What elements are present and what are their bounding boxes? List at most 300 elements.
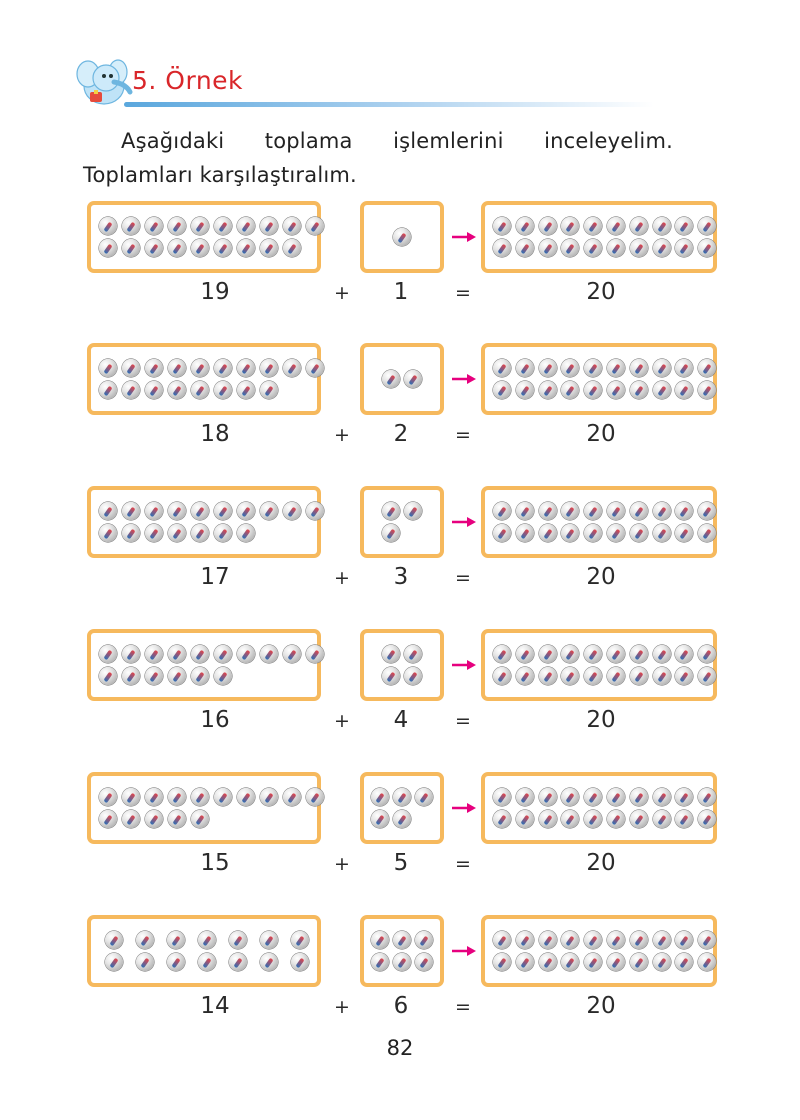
example-title: 5. Örnek (132, 66, 244, 95)
marble-icon (99, 788, 117, 806)
plus-sign: + (334, 282, 350, 304)
equals-sign: = (455, 996, 471, 1018)
marble-icon (122, 524, 140, 542)
marble-icon (630, 931, 648, 949)
marble-icon (260, 788, 278, 806)
marble-icon (191, 667, 209, 685)
marble-icon (122, 359, 140, 377)
marble-icon (122, 810, 140, 828)
marble-icon (653, 810, 671, 828)
marble-icon (675, 239, 693, 257)
marble-icon (630, 381, 648, 399)
arrow-right-icon (452, 232, 476, 242)
marble-icon (493, 502, 511, 520)
marble-icon (167, 931, 185, 949)
marble-icon (607, 810, 625, 828)
marble-icon (539, 381, 557, 399)
marble-icon (584, 953, 602, 971)
marble-icon (561, 502, 579, 520)
marble-icon (584, 217, 602, 235)
marble-icon (306, 359, 324, 377)
marble-icon (493, 217, 511, 235)
marble-icon (584, 645, 602, 663)
marble-icon (145, 667, 163, 685)
marble-icon (539, 953, 557, 971)
second-addend-box (360, 486, 444, 558)
marble-icon (382, 370, 400, 388)
marble-icon (539, 217, 557, 235)
arrow-right-icon (452, 946, 476, 956)
marble-icon (698, 239, 716, 257)
marble-icon (168, 239, 186, 257)
marble-icon (404, 645, 422, 663)
marble-icon (675, 788, 693, 806)
equals-sign: = (455, 424, 471, 446)
first-addend-number: 15 (200, 850, 230, 876)
marble-icon (584, 239, 602, 257)
marble-icon (516, 239, 534, 257)
marble-icon (493, 524, 511, 542)
marble-icon (539, 645, 557, 663)
marble-icon (214, 524, 232, 542)
marble-icon (675, 645, 693, 663)
marble-icon (653, 788, 671, 806)
sum-number: 20 (586, 850, 616, 876)
marble-icon (283, 359, 301, 377)
marble-icon (283, 645, 301, 663)
marble-icon (561, 381, 579, 399)
marble-icon (607, 381, 625, 399)
marble-icon (584, 524, 602, 542)
marble-icon (607, 953, 625, 971)
second-addend-box (360, 772, 444, 844)
marble-icon (653, 645, 671, 663)
first-addend-box (87, 201, 321, 273)
marble-icon (99, 239, 117, 257)
marble-icon (493, 931, 511, 949)
marble-icon (607, 931, 625, 949)
sum-number: 20 (586, 707, 616, 733)
first-addend-box (87, 486, 321, 558)
second-addend-box (360, 915, 444, 987)
marble-icon (675, 931, 693, 949)
marble-icon (191, 502, 209, 520)
marble-icon (306, 502, 324, 520)
marble-icon (191, 239, 209, 257)
marble-icon (493, 953, 511, 971)
marble-icon (675, 524, 693, 542)
marble-icon (539, 788, 557, 806)
marble-icon (539, 359, 557, 377)
marble-icon (237, 524, 255, 542)
marble-icon (516, 359, 534, 377)
sum-box (481, 629, 717, 701)
marble-icon (105, 953, 123, 971)
marble-icon (145, 524, 163, 542)
marble-icon (698, 667, 716, 685)
marble-icon (122, 645, 140, 663)
addition-row (0, 343, 800, 463)
marble-icon (214, 381, 232, 399)
marble-icon (237, 217, 255, 235)
marble-icon (561, 239, 579, 257)
marble-icon (214, 788, 232, 806)
sum-number: 20 (586, 279, 616, 305)
plus-sign: + (334, 710, 350, 732)
marble-icon (493, 381, 511, 399)
arrow-right-icon (452, 374, 476, 384)
marble-icon (607, 667, 625, 685)
marble-icon (561, 953, 579, 971)
marble-icon (539, 931, 557, 949)
first-addend-number: 14 (200, 993, 230, 1019)
marble-icon (584, 931, 602, 949)
marble-icon (393, 931, 411, 949)
marble-icon (168, 667, 186, 685)
marble-icon (191, 645, 209, 663)
marble-icon (630, 667, 648, 685)
marble-icon (145, 810, 163, 828)
marble-icon (191, 217, 209, 235)
marble-icon (516, 217, 534, 235)
sum-number: 20 (586, 421, 616, 447)
example-header (74, 52, 654, 116)
marble-icon (516, 953, 534, 971)
marble-icon (99, 359, 117, 377)
marble-icon (584, 502, 602, 520)
first-addend-number: 17 (200, 564, 230, 590)
marble-icon (168, 359, 186, 377)
marble-icon (584, 788, 602, 806)
arrow-right-icon (452, 803, 476, 813)
marble-icon (653, 359, 671, 377)
second-addend-box (360, 343, 444, 415)
marble-icon (653, 667, 671, 685)
marble-icon (371, 810, 389, 828)
marble-icon (191, 359, 209, 377)
first-addend-number: 16 (200, 707, 230, 733)
marble-icon (229, 953, 247, 971)
marble-icon (122, 381, 140, 399)
marble-icon (584, 810, 602, 828)
marble-icon (168, 645, 186, 663)
marble-icon (122, 502, 140, 520)
marble-icon (630, 810, 648, 828)
marble-icon (283, 502, 301, 520)
marble-icon (630, 953, 648, 971)
marble-icon (99, 381, 117, 399)
marble-icon (393, 788, 411, 806)
plus-sign: + (334, 996, 350, 1018)
marble-icon (214, 667, 232, 685)
marble-icon (191, 788, 209, 806)
marble-icon (145, 788, 163, 806)
sum-box (481, 343, 717, 415)
marble-icon (99, 217, 117, 235)
first-addend-box (87, 629, 321, 701)
title-underline (124, 102, 654, 107)
marble-icon (136, 953, 154, 971)
addition-row (0, 629, 800, 749)
equals-sign: = (455, 710, 471, 732)
marble-icon (415, 931, 433, 949)
marble-icon (371, 931, 389, 949)
marble-icon (122, 667, 140, 685)
first-addend-number: 18 (200, 421, 230, 447)
marble-icon (168, 524, 186, 542)
marble-icon (653, 931, 671, 949)
sum-number: 20 (586, 564, 616, 590)
sum-box (481, 915, 717, 987)
marble-icon (415, 788, 433, 806)
addition-row (0, 772, 800, 892)
marble-icon (260, 502, 278, 520)
marble-icon (136, 931, 154, 949)
marble-icon (516, 645, 534, 663)
marble-icon (99, 667, 117, 685)
marble-icon (516, 524, 534, 542)
marble-icon (493, 788, 511, 806)
marble-icon (561, 217, 579, 235)
marble-icon (237, 645, 255, 663)
marble-icon (198, 953, 216, 971)
marble-icon (630, 239, 648, 257)
marble-icon (260, 217, 278, 235)
marble-icon (237, 239, 255, 257)
marble-icon (653, 953, 671, 971)
marble-icon (168, 502, 186, 520)
first-addend-box (87, 915, 321, 987)
sum-box (481, 772, 717, 844)
marble-icon (653, 502, 671, 520)
marble-icon (393, 953, 411, 971)
marble-icon (404, 370, 422, 388)
marble-icon (675, 953, 693, 971)
marble-icon (237, 502, 255, 520)
marble-icon (306, 217, 324, 235)
marble-icon (607, 217, 625, 235)
marble-icon (283, 217, 301, 235)
marble-icon (167, 953, 185, 971)
marble-icon (237, 788, 255, 806)
marble-icon (630, 217, 648, 235)
marble-icon (122, 239, 140, 257)
marble-icon (260, 381, 278, 399)
addition-row (0, 915, 800, 1035)
addition-row (0, 486, 800, 606)
marble-icon (698, 645, 716, 663)
marble-icon (382, 645, 400, 663)
first-addend-box (87, 772, 321, 844)
marble-icon (214, 645, 232, 663)
marble-icon (698, 810, 716, 828)
second-addend-number: 6 (393, 993, 409, 1019)
marble-icon (698, 359, 716, 377)
marble-icon (371, 953, 389, 971)
second-addend-number: 5 (393, 850, 409, 876)
page-number: 82 (386, 1036, 414, 1060)
marble-icon (260, 953, 278, 971)
marble-icon (214, 217, 232, 235)
marble-icon (561, 524, 579, 542)
marble-icon (237, 359, 255, 377)
marble-icon (561, 931, 579, 949)
first-addend-number: 19 (200, 279, 230, 305)
second-addend-number: 2 (393, 421, 409, 447)
marble-icon (306, 788, 324, 806)
marble-icon (168, 810, 186, 828)
equals-sign: = (455, 567, 471, 589)
marble-icon (214, 239, 232, 257)
second-addend-number: 4 (393, 707, 409, 733)
marble-icon (584, 359, 602, 377)
marble-icon (493, 667, 511, 685)
marble-icon (99, 524, 117, 542)
marble-icon (306, 645, 324, 663)
marble-icon (198, 931, 216, 949)
marble-icon (516, 810, 534, 828)
second-addend-number: 3 (393, 564, 409, 590)
marble-icon (291, 953, 309, 971)
marble-icon (584, 667, 602, 685)
marble-icon (675, 381, 693, 399)
marble-icon (607, 645, 625, 663)
marble-icon (145, 645, 163, 663)
marble-icon (653, 217, 671, 235)
marble-icon (630, 524, 648, 542)
marble-icon (393, 810, 411, 828)
marble-icon (675, 502, 693, 520)
marble-icon (260, 931, 278, 949)
marble-icon (698, 788, 716, 806)
marble-icon (516, 931, 534, 949)
marble-icon (653, 239, 671, 257)
marble-icon (493, 359, 511, 377)
marble-icon (260, 359, 278, 377)
marble-icon (493, 239, 511, 257)
marble-icon (675, 359, 693, 377)
sum-box (481, 486, 717, 558)
marble-icon (493, 645, 511, 663)
marble-icon (191, 381, 209, 399)
marble-icon (214, 502, 232, 520)
arrow-right-icon (452, 660, 476, 670)
marble-icon (415, 953, 433, 971)
second-addend-box (360, 201, 444, 273)
marble-icon (493, 810, 511, 828)
marble-icon (584, 381, 602, 399)
marble-icon (260, 239, 278, 257)
marble-icon (607, 239, 625, 257)
marble-icon (191, 810, 209, 828)
marble-icon (99, 645, 117, 663)
marble-icon (561, 810, 579, 828)
marble-icon (698, 381, 716, 399)
marble-icon (561, 359, 579, 377)
marble-icon (168, 217, 186, 235)
marble-icon (561, 645, 579, 663)
marble-icon (516, 381, 534, 399)
first-addend-box (87, 343, 321, 415)
marble-icon (607, 502, 625, 520)
marble-icon (283, 788, 301, 806)
marble-icon (145, 502, 163, 520)
marble-icon (168, 788, 186, 806)
marble-icon (99, 810, 117, 828)
marble-icon (122, 788, 140, 806)
marble-icon (516, 667, 534, 685)
marble-icon (145, 239, 163, 257)
plus-sign: + (334, 424, 350, 446)
marble-icon (516, 502, 534, 520)
marble-icon (229, 931, 247, 949)
marble-icon (630, 502, 648, 520)
marble-icon (145, 381, 163, 399)
marble-icon (99, 502, 117, 520)
marble-icon (105, 931, 123, 949)
plus-sign: + (334, 567, 350, 589)
marble-icon (393, 228, 411, 246)
marble-icon (191, 524, 209, 542)
marble-icon (539, 524, 557, 542)
marble-icon (539, 502, 557, 520)
marble-icon (675, 810, 693, 828)
marble-icon (145, 217, 163, 235)
marble-icon (237, 381, 255, 399)
marble-icon (607, 524, 625, 542)
marble-icon (539, 810, 557, 828)
marble-icon (561, 667, 579, 685)
marble-icon (698, 217, 716, 235)
marble-icon (698, 524, 716, 542)
marble-icon (630, 645, 648, 663)
marble-icon (145, 359, 163, 377)
equals-sign: = (455, 853, 471, 875)
second-addend-number: 1 (393, 279, 409, 305)
marble-icon (214, 359, 232, 377)
marble-icon (291, 931, 309, 949)
instruction-text: Aşağıdaki toplama işlemlerini inceleyelim. Toplamları karşılaştıralım. (83, 129, 673, 187)
second-addend-box (360, 629, 444, 701)
marble-icon (168, 381, 186, 399)
arrow-right-icon (452, 517, 476, 527)
marble-icon (260, 645, 278, 663)
plus-sign: + (334, 853, 350, 875)
marble-icon (675, 217, 693, 235)
marble-icon (630, 788, 648, 806)
sum-box (481, 201, 717, 273)
marble-icon (382, 667, 400, 685)
marble-icon (698, 931, 716, 949)
marble-icon (561, 788, 579, 806)
addition-row (0, 201, 800, 321)
marble-icon (404, 502, 422, 520)
marble-icon (539, 239, 557, 257)
marble-icon (698, 953, 716, 971)
marble-icon (404, 667, 422, 685)
marble-icon (675, 667, 693, 685)
sum-number: 20 (586, 993, 616, 1019)
marble-icon (630, 359, 648, 377)
marble-icon (516, 788, 534, 806)
marble-icon (371, 788, 389, 806)
marble-icon (607, 359, 625, 377)
marble-icon (382, 524, 400, 542)
marble-icon (122, 217, 140, 235)
marble-icon (653, 524, 671, 542)
marble-icon (382, 502, 400, 520)
equals-sign: = (455, 282, 471, 304)
